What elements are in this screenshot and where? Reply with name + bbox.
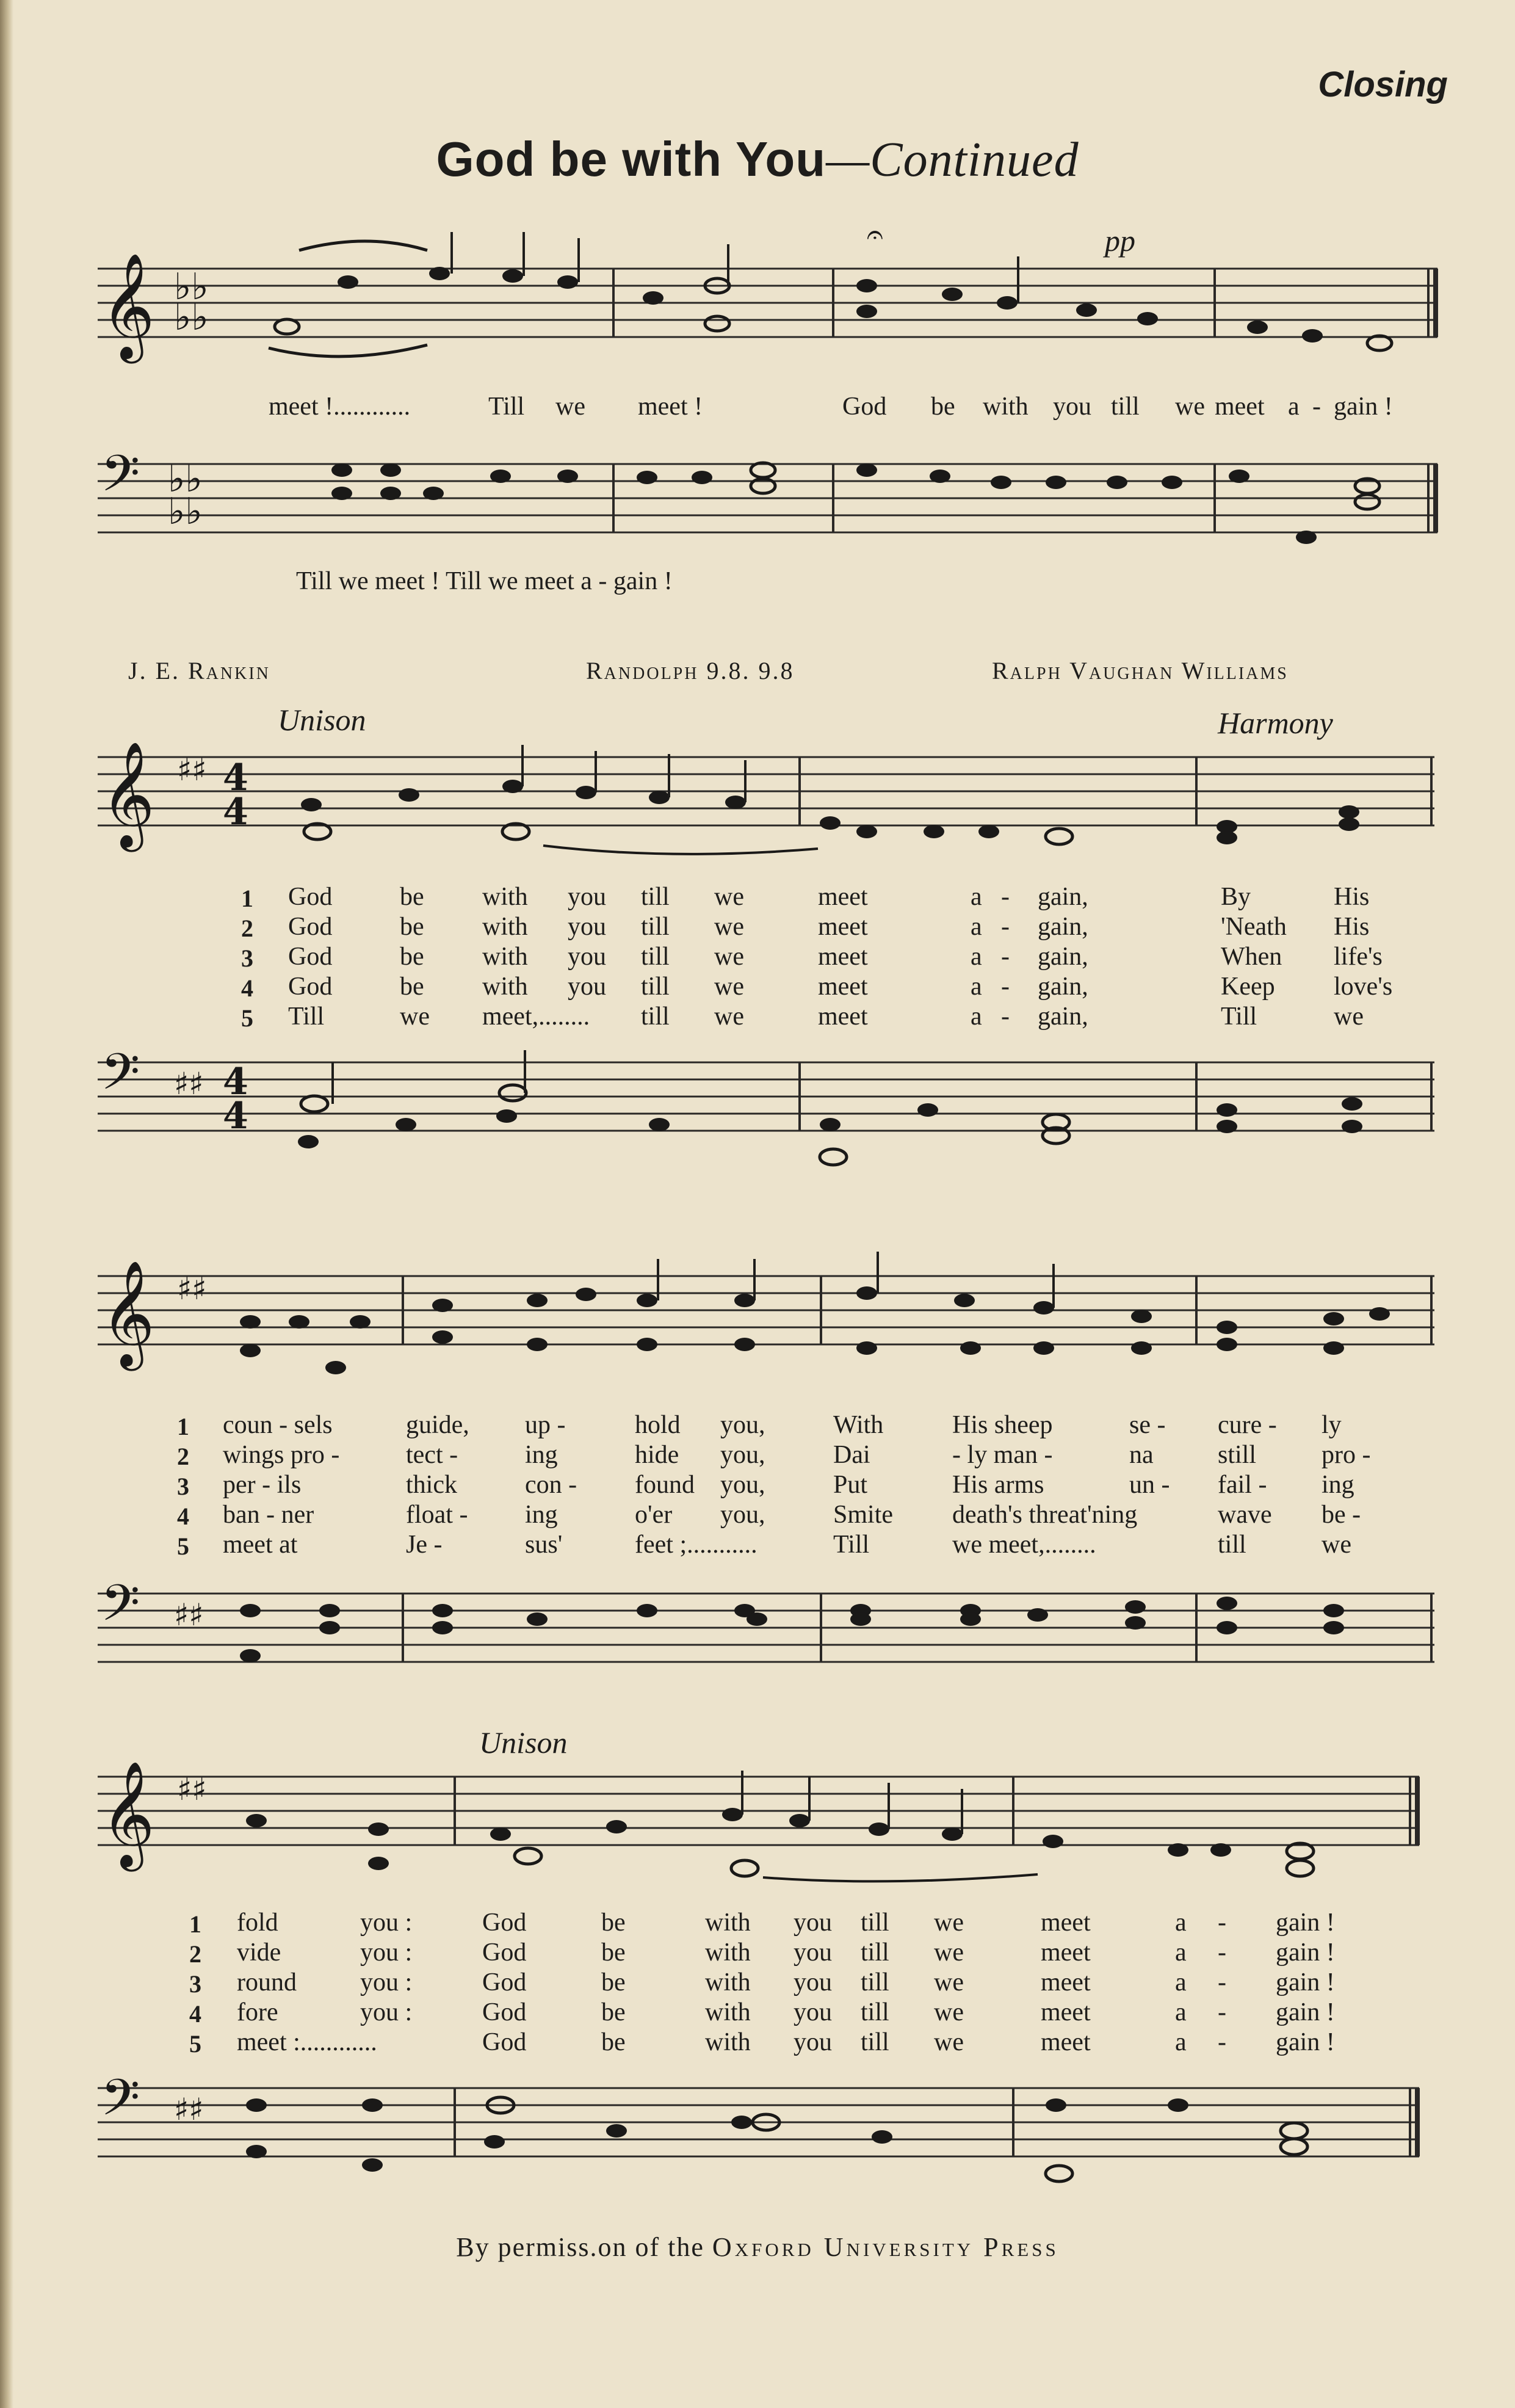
system2-verse4-word: o'er bbox=[635, 1501, 673, 1529]
system3-verse4-word: - bbox=[1218, 1998, 1226, 2026]
system2-verse3-word: fail - bbox=[1218, 1471, 1267, 1499]
system1-verse4-word: Keep bbox=[1221, 973, 1275, 1001]
tune-name: Randolph 9.8. 9.8 bbox=[586, 657, 795, 684]
system3-verse2-word: you bbox=[794, 1938, 832, 1967]
system1-verse3-word: gain, bbox=[1038, 943, 1088, 971]
svg-text:♯♯: ♯♯ bbox=[177, 752, 207, 788]
permission-footer bbox=[0, 2232, 1515, 2263]
system3-verse5-word: - bbox=[1218, 2028, 1226, 2056]
system2-verse5-word: Je - bbox=[406, 1531, 443, 1559]
system1-verse3-word: meet bbox=[818, 943, 868, 971]
system3-verse1-word: gain ! bbox=[1276, 1909, 1335, 1937]
system3-verse3-word: gain ! bbox=[1276, 1968, 1335, 1996]
system2-verse4-word: float - bbox=[406, 1501, 468, 1529]
system3-verse4-word: God bbox=[482, 1998, 527, 2026]
svg-text:♭♭: ♭♭ bbox=[168, 490, 203, 533]
system2-verse1-word: guide, bbox=[406, 1411, 469, 1439]
svg-text:𝄞: 𝄞 bbox=[101, 1761, 155, 1867]
svg-text:4: 4 bbox=[223, 1061, 248, 1103]
system2-verse2-word: hide bbox=[635, 1441, 679, 1469]
bass-clef: 𝄢 bbox=[101, 444, 140, 515]
system3-verse1-word: with bbox=[705, 1909, 751, 1937]
system3-verse1-word: - bbox=[1218, 1909, 1226, 1937]
system1-verse4-word: be bbox=[400, 973, 424, 1001]
system3-treble-staff bbox=[0, 1746, 1515, 1911]
system1-verse2-word: till bbox=[641, 913, 670, 941]
system1-verse1-word: till bbox=[641, 883, 670, 911]
system1-verse5-word: a bbox=[971, 1003, 982, 1031]
system1-verse5-word: till bbox=[641, 1003, 670, 1031]
system1-verse5-word: Till bbox=[1221, 1003, 1257, 1031]
system2-verse4-word: wave bbox=[1218, 1501, 1272, 1529]
system3-verse5-word: gain ! bbox=[1276, 2028, 1335, 2056]
system1-verse2-word: 'Neath bbox=[1221, 913, 1287, 941]
hymn-title bbox=[0, 131, 1515, 188]
system1-verse1-word: be bbox=[400, 883, 424, 911]
system2-verse3-word: ing bbox=[1322, 1471, 1354, 1499]
system1-verse1-word: you bbox=[568, 883, 606, 911]
system3-verse2-word: with bbox=[705, 1938, 751, 1967]
system2-verse5-word: sus' bbox=[525, 1531, 563, 1559]
system1-verse5-word: - bbox=[1001, 1003, 1010, 1031]
system1-verse3-word: life's bbox=[1334, 943, 1383, 971]
system3-verse4-word: fore bbox=[237, 1998, 278, 2026]
key-signature-flats: ♭♭ bbox=[174, 296, 209, 339]
system2-verse3-word: thick bbox=[406, 1471, 457, 1499]
system2-verse2-word: Dai bbox=[833, 1441, 870, 1469]
system1-bass-staff bbox=[0, 1038, 1515, 1184]
system1-verse3-word: be bbox=[400, 943, 424, 971]
system1-verse1-word: By bbox=[1221, 883, 1251, 911]
system3-verse5-word: you bbox=[794, 2028, 832, 2056]
system3-verse5-word: God bbox=[482, 2028, 527, 2056]
system3-verse1-word: meet bbox=[1041, 1909, 1091, 1937]
system1-verse5-word: Till bbox=[288, 1003, 325, 1031]
system1-verse4-word: God bbox=[288, 973, 333, 1001]
system3-verse2-word: meet bbox=[1041, 1938, 1091, 1967]
system2-verse2-word: wings pro - bbox=[223, 1441, 340, 1469]
system3-verse5-word: with bbox=[705, 2028, 751, 2056]
svg-text:𝄢: 𝄢 bbox=[101, 1573, 140, 1645]
system1-verse2-word: gain, bbox=[1038, 913, 1088, 941]
system2-verse1-word: hold bbox=[635, 1411, 681, 1439]
system1-verse1-word: His bbox=[1334, 883, 1370, 911]
system1-verse2-word: we bbox=[714, 913, 744, 941]
svg-text:𝄞: 𝄞 bbox=[101, 741, 155, 847]
system3-verse3-word: till bbox=[861, 1968, 889, 1996]
system1-verse4-word: a bbox=[971, 973, 982, 1001]
system1-verse3-word: we bbox=[714, 943, 744, 971]
system3-verse4-word: till bbox=[861, 1998, 889, 2026]
system3-verse4-word: gain ! bbox=[1276, 1998, 1335, 2026]
system2-verse5-word: Till bbox=[833, 1531, 870, 1559]
system2-verse1-word: ly bbox=[1322, 1411, 1342, 1439]
system2-verse5-word: we bbox=[1322, 1531, 1351, 1559]
section-heading: Closing bbox=[1318, 65, 1448, 104]
system1-verse4-word: we bbox=[714, 973, 744, 1001]
composer: Ralph Vaughan Williams bbox=[992, 657, 1289, 684]
system1-verse2-word: His bbox=[1334, 913, 1370, 941]
system3-verse3-word: a bbox=[1175, 1968, 1187, 1996]
system1-verse1-word: we bbox=[714, 883, 744, 911]
system2-verse3-word: con - bbox=[525, 1471, 577, 1499]
svg-text:𝄢: 𝄢 bbox=[101, 2068, 140, 2139]
system3-verse2-word: we bbox=[934, 1938, 964, 1967]
system2-verse1-word: se - bbox=[1129, 1411, 1166, 1439]
system1-verse4-word: gain, bbox=[1038, 973, 1088, 1001]
svg-text:4: 4 bbox=[223, 756, 248, 799]
system2-verse4-word: ing bbox=[525, 1501, 558, 1529]
key-signature-flats: ♭♭ bbox=[174, 266, 209, 308]
system1-verse5-word: we bbox=[1334, 1003, 1364, 1031]
system1-verse3-word: till bbox=[641, 943, 670, 971]
system3-verse1-word: God bbox=[482, 1909, 527, 1937]
system2-verse4-word: ban - ner bbox=[223, 1501, 314, 1529]
svg-text:♯♯: ♯♯ bbox=[174, 2092, 204, 2127]
system1-verse5-word: meet,........ bbox=[482, 1003, 590, 1031]
system3-verse1-word: till bbox=[861, 1909, 889, 1937]
system2-verse5-word: we meet,........ bbox=[952, 1531, 1096, 1559]
system1-verse3-word: a bbox=[971, 943, 982, 971]
hymn-title-main: God be with You bbox=[436, 132, 826, 186]
system3-verse2-word: vide bbox=[237, 1938, 281, 1967]
system1-verse2-word: God bbox=[288, 913, 333, 941]
system2-treble-staff bbox=[0, 1246, 1515, 1410]
system3-verse3-word: God bbox=[482, 1968, 527, 1996]
system3-verse5-word: be bbox=[601, 2028, 626, 2056]
system1-verse3-word: God bbox=[288, 943, 333, 971]
system3-verse5-word: meet bbox=[1041, 2028, 1091, 2056]
system2-verse2-word: - ly man - bbox=[952, 1441, 1053, 1469]
system2-verse3-word: un - bbox=[1129, 1471, 1170, 1499]
system1-verse3-word: with bbox=[482, 943, 528, 971]
system1-verse4-word: meet bbox=[818, 973, 868, 1001]
system1-treble-staff bbox=[0, 727, 1515, 891]
svg-text:♯♯: ♯♯ bbox=[177, 1772, 207, 1807]
system2-verse4-word: Smite bbox=[833, 1501, 894, 1529]
system2-verse1-word: cure - bbox=[1218, 1411, 1277, 1439]
marking-unison-2: Unison bbox=[479, 1725, 568, 1760]
system2-verse2-word: still bbox=[1218, 1441, 1257, 1469]
system1-verse4-word: you bbox=[568, 973, 606, 1001]
system2-verse4-word: you, bbox=[720, 1501, 765, 1529]
system3-verse1-word: a bbox=[1175, 1909, 1187, 1937]
hymn-title-suffix: —Continued bbox=[826, 133, 1079, 187]
svg-text:♯♯: ♯♯ bbox=[174, 1597, 204, 1633]
system2-verse1-word: With bbox=[833, 1411, 884, 1439]
system3-verse3-word: round bbox=[237, 1968, 297, 1996]
system1-verse5-word: gain, bbox=[1038, 1003, 1088, 1031]
system3-verse4-word: we bbox=[934, 1998, 964, 2026]
system2-verse2-word: tect - bbox=[406, 1441, 458, 1469]
system2-verse1-word: you, bbox=[720, 1411, 765, 1439]
system3-verse2-word: gain ! bbox=[1276, 1938, 1335, 1967]
system3-verse5-word: till bbox=[861, 2028, 889, 2056]
system2-verse2-word: you, bbox=[720, 1441, 765, 1469]
marking-unison-1: Unison bbox=[278, 703, 366, 737]
system2-verse1-word: up - bbox=[525, 1411, 566, 1439]
system3-verse4-word: meet bbox=[1041, 1998, 1091, 2026]
system3-verse2-word: you : bbox=[360, 1938, 413, 1967]
system3-verse1-word: you bbox=[794, 1909, 832, 1937]
system1-verse5-word: we bbox=[400, 1003, 430, 1031]
system3-verse3-word: - bbox=[1218, 1968, 1226, 1996]
system2-verse3-word: found bbox=[635, 1471, 695, 1499]
system3-verse3-word: with bbox=[705, 1968, 751, 1996]
system1-verse2-word: you bbox=[568, 913, 606, 941]
fermata: 𝄐 bbox=[867, 217, 883, 252]
system2-verse3-word: Put bbox=[833, 1471, 868, 1499]
slur bbox=[269, 345, 427, 357]
system3-verse3-word: we bbox=[934, 1968, 964, 1996]
system3-verse4-word: you : bbox=[360, 1998, 413, 2026]
dynamic-pianissimo: pp bbox=[1105, 223, 1135, 258]
marking-harmony: Harmony bbox=[1218, 706, 1333, 740]
system2-verse3-word: His arms bbox=[952, 1471, 1044, 1499]
system2-verse3-word: per - ils bbox=[223, 1471, 302, 1499]
system3-verse4-word: with bbox=[705, 1998, 751, 2026]
system1-verse2-word: be bbox=[400, 913, 424, 941]
system3-verse2-word: God bbox=[482, 1938, 527, 1967]
system2-verse5-word: feet ;........... bbox=[635, 1531, 758, 1559]
system1-verse4-word: till bbox=[641, 973, 670, 1001]
system3-verse4-word: you bbox=[794, 1998, 832, 2026]
system3-verse4-word: be bbox=[601, 1998, 626, 2026]
top-lower-lyric: Till we meet ! Till we meet a - gain ! bbox=[296, 567, 673, 595]
treble-clef: 𝄞 bbox=[101, 253, 155, 359]
system3-verse5-word: a bbox=[1175, 2028, 1187, 2056]
system2-verse5-word: meet at bbox=[223, 1531, 298, 1559]
system2-verse4-word: be - bbox=[1322, 1501, 1361, 1529]
top-bass-staff bbox=[0, 427, 1515, 580]
system2-verse1-word: His sheep bbox=[952, 1411, 1053, 1439]
system3-verse1-word: fold bbox=[237, 1909, 278, 1937]
system1-verse2-word: - bbox=[1001, 913, 1010, 941]
system3-verse3-word: be bbox=[601, 1968, 626, 1996]
system1-verse3-word: When bbox=[1221, 943, 1282, 971]
system2-verse2-word: ing bbox=[525, 1441, 558, 1469]
svg-text:4: 4 bbox=[223, 791, 248, 833]
system1-verse2-word: with bbox=[482, 913, 528, 941]
svg-text:𝄞: 𝄞 bbox=[101, 1260, 155, 1366]
system2-verse4-word: death's threat'ning bbox=[952, 1501, 1138, 1529]
system1-verse1-word: with bbox=[482, 883, 528, 911]
system1-verse1-word: meet bbox=[818, 883, 868, 911]
system3-verse5-word: we bbox=[934, 2028, 964, 2056]
system1-verse1-word: gain, bbox=[1038, 883, 1088, 911]
footer-prefix: By permiss.on of the bbox=[456, 2232, 704, 2262]
system2-verse2-word: pro - bbox=[1322, 1441, 1371, 1469]
system2-verse1-word: coun - sels bbox=[223, 1411, 333, 1439]
system2-verse3-word: you, bbox=[720, 1471, 765, 1499]
system3-verse5-word: meet :............ bbox=[237, 2028, 377, 2056]
system3-verse3-word: meet bbox=[1041, 1968, 1091, 1996]
system2-verse5-word: till bbox=[1218, 1531, 1246, 1559]
svg-text:♭♭: ♭♭ bbox=[168, 458, 203, 501]
system1-verse4-word: love's bbox=[1334, 973, 1393, 1001]
system1-verse1-word: - bbox=[1001, 883, 1010, 911]
system3-verse2-word: till bbox=[861, 1938, 889, 1967]
svg-text:4: 4 bbox=[223, 1095, 248, 1137]
system3-verse3-word: you : bbox=[360, 1968, 413, 1996]
slur bbox=[299, 241, 427, 250]
system3-verse2-word: - bbox=[1218, 1938, 1226, 1967]
system1-verse4-word: with bbox=[482, 973, 528, 1001]
system3-verse2-word: be bbox=[601, 1938, 626, 1967]
hymn-author: J. E. Rankin bbox=[128, 657, 270, 684]
system3-verse1-word: you : bbox=[360, 1909, 413, 1937]
footer-publisher: Oxford University Press bbox=[712, 2232, 1059, 2262]
system3-verse1-word: be bbox=[601, 1909, 626, 1937]
system3-verse4-word: a bbox=[1175, 1998, 1187, 2026]
system3-bass-staff bbox=[0, 2064, 1515, 2210]
system1-verse3-word: you bbox=[568, 943, 606, 971]
system1-verse4-word: - bbox=[1001, 973, 1010, 1001]
system2-bass-staff bbox=[0, 1569, 1515, 1716]
system1-verse5-word: meet bbox=[818, 1003, 868, 1031]
system1-verse1-word: a bbox=[971, 883, 982, 911]
system2-verse2-word: na bbox=[1129, 1441, 1154, 1469]
svg-text:𝄢: 𝄢 bbox=[101, 1042, 140, 1114]
system1-verse2-word: a bbox=[971, 913, 982, 941]
system1-verse5-word: we bbox=[714, 1003, 744, 1031]
system3-verse3-word: you bbox=[794, 1968, 832, 1996]
system3-verse2-word: a bbox=[1175, 1938, 1187, 1967]
svg-text:♯♯: ♯♯ bbox=[174, 1066, 204, 1101]
system1-verse2-word: meet bbox=[818, 913, 868, 941]
svg-text:♯♯: ♯♯ bbox=[177, 1271, 207, 1307]
system1-verse3-word: - bbox=[1001, 943, 1010, 971]
system1-verse1-word: God bbox=[288, 883, 333, 911]
system3-verse1-word: we bbox=[934, 1909, 964, 1937]
